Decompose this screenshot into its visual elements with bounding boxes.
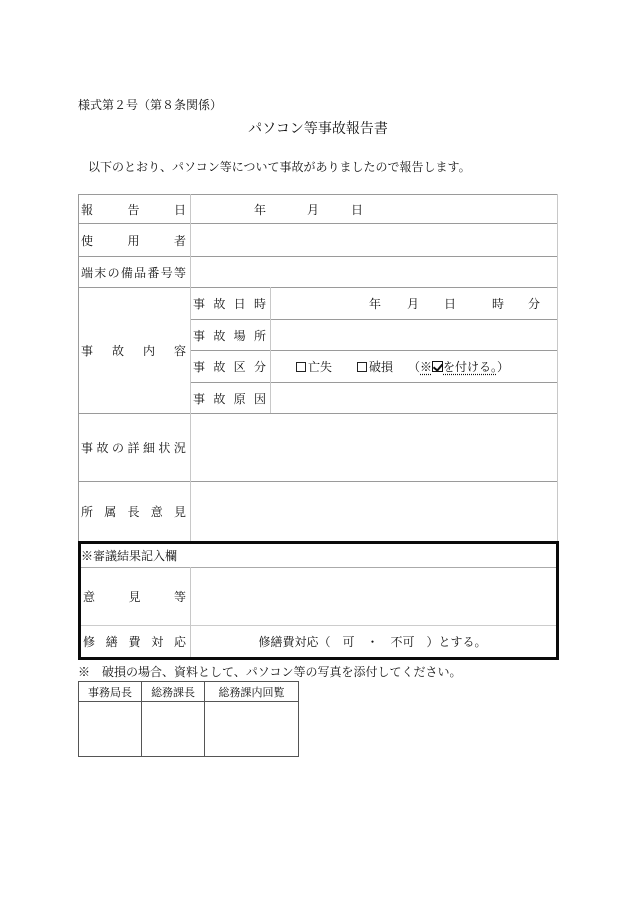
label-char: 品 — [134, 265, 147, 280]
supervisor-opinion-field[interactable] — [191, 482, 557, 541]
label-char: 端 — [81, 265, 94, 280]
incident-location-label — [191, 320, 270, 350]
label-char: 詳 — [127, 441, 140, 455]
label-char: 番 — [147, 265, 160, 280]
review-bold-border — [78, 541, 559, 660]
label-char: 日 — [173, 202, 186, 217]
label-char: 使 — [81, 233, 94, 248]
option-label: 亡失 — [308, 360, 333, 374]
label-char: 意 — [83, 590, 96, 604]
checkbox-icon[interactable] — [357, 362, 367, 372]
label-char: 意 — [150, 505, 163, 519]
label-char: 事 — [193, 328, 206, 343]
report-date-field[interactable] — [191, 195, 557, 223]
day-unit: 日 — [351, 202, 364, 217]
label-char: 故 — [213, 328, 226, 343]
label-char: 容 — [173, 344, 186, 358]
user-field[interactable] — [191, 224, 557, 256]
label-char: 長 — [127, 505, 140, 519]
supervisor-opinion-label — [79, 482, 190, 541]
label-char: 応 — [173, 635, 186, 649]
label-char: 分 — [253, 360, 266, 374]
year-unit: 年 — [254, 202, 267, 217]
label-char: 日 — [233, 297, 246, 311]
user-label — [79, 224, 190, 256]
label-char: 故 — [213, 391, 226, 406]
incident-category-label — [191, 351, 270, 382]
label-char: 等 — [173, 265, 186, 280]
approval-header: 総務課内回覧 — [205, 682, 299, 702]
option-label: 破損 — [369, 360, 394, 374]
label-char: 対 — [151, 635, 164, 649]
approval-header-row — [79, 682, 299, 702]
label-char: 見 — [128, 590, 141, 604]
label-char: 等 — [173, 590, 186, 604]
label-char: 故 — [213, 297, 226, 311]
label-char: 事 — [193, 360, 206, 374]
hour-unit: 時 — [492, 297, 505, 311]
option-damage[interactable] — [357, 358, 393, 375]
checked-box-icon — [432, 361, 443, 372]
approval-table — [78, 681, 299, 757]
day-unit: 日 — [444, 297, 457, 311]
label-char: 費 — [128, 635, 141, 649]
intro-text: 以下のとおり、パソコン等について事故がありましたので報告します。 — [88, 160, 471, 174]
checkbox-icon[interactable] — [296, 362, 306, 372]
label-char: 因 — [253, 391, 266, 406]
document-title: パソコン等事故報告書 — [248, 121, 388, 137]
incident-category-field — [271, 351, 557, 382]
label-char: 事 — [81, 441, 94, 455]
label-char: 備 — [120, 265, 133, 280]
note-paren: ） — [497, 360, 510, 374]
approval-stamp-row — [79, 702, 299, 757]
label-char: 事 — [193, 391, 206, 406]
label-char: 所 — [253, 328, 266, 343]
repair-decision-field[interactable]: 修繕費対応（ 可 ・ 不可 ）とする。 — [258, 635, 487, 649]
month-unit: 月 — [407, 297, 420, 311]
form-number: 様式第２号（第８条関係） — [78, 98, 223, 112]
footnote: ※ 破損の場合、資料として、パソコン等の写真を添付してください。 — [78, 665, 462, 679]
stamp-cell-circulation[interactable] — [205, 702, 299, 757]
stamp-cell-general-affairs-chief[interactable] — [142, 702, 205, 757]
label-char: 繕 — [105, 635, 118, 649]
approval-header: 総務課長 — [142, 682, 205, 702]
month-unit: 月 — [307, 202, 320, 217]
category-note — [408, 358, 509, 375]
label-char: 故 — [213, 360, 226, 374]
equipment-number-field[interactable] — [191, 257, 557, 287]
approval-header: 事務局長 — [79, 682, 142, 702]
incident-datetime-label — [191, 288, 270, 319]
label-char: の — [107, 265, 120, 280]
label-char: 事 — [81, 344, 94, 358]
label-char: 者 — [173, 233, 186, 248]
label-char: 号 — [160, 265, 173, 280]
label-char: 報 — [81, 202, 94, 217]
incident-detail-field[interactable] — [191, 414, 557, 481]
label-char: 内 — [142, 344, 155, 358]
label-char: 見 — [173, 505, 186, 519]
year-unit: 年 — [369, 297, 382, 311]
minute-unit: 分 — [528, 297, 541, 311]
label-char: 事 — [193, 297, 206, 311]
review-heading: ※審議結果記入欄 — [81, 548, 178, 563]
label-char: 故 — [96, 441, 109, 455]
label-char: 告 — [127, 202, 140, 217]
incident-detail-label — [79, 414, 190, 481]
incident-content-label — [79, 288, 190, 413]
label-char: 状 — [158, 441, 171, 455]
label-char: 故 — [111, 344, 124, 358]
label-char: 所 — [81, 505, 94, 519]
label-char: 場 — [233, 328, 246, 343]
option-loss[interactable] — [296, 358, 332, 375]
incident-datetime-field[interactable] — [271, 288, 557, 319]
incident-cause-label — [191, 383, 270, 413]
label-char: 区 — [233, 360, 246, 374]
label-char: 属 — [104, 505, 117, 519]
label-char: の — [111, 441, 124, 455]
label-char: 時 — [253, 297, 266, 311]
label-char: 細 — [142, 441, 155, 455]
report-date-label — [79, 195, 190, 223]
grid-line — [557, 194, 558, 541]
stamp-cell-director[interactable] — [79, 702, 142, 757]
note-mark: ※ — [420, 360, 433, 374]
note-paren: （ — [408, 360, 421, 374]
label-char: 況 — [173, 441, 186, 455]
incident-location-field[interactable] — [271, 320, 557, 350]
equipment-number-label — [79, 257, 190, 287]
note-text: を付ける。 — [443, 360, 498, 374]
label-char: 末 — [94, 265, 107, 280]
incident-cause-field[interactable] — [271, 383, 557, 413]
label-char: 修 — [83, 635, 96, 649]
label-char: 用 — [127, 233, 140, 248]
label-char: 原 — [233, 391, 246, 406]
